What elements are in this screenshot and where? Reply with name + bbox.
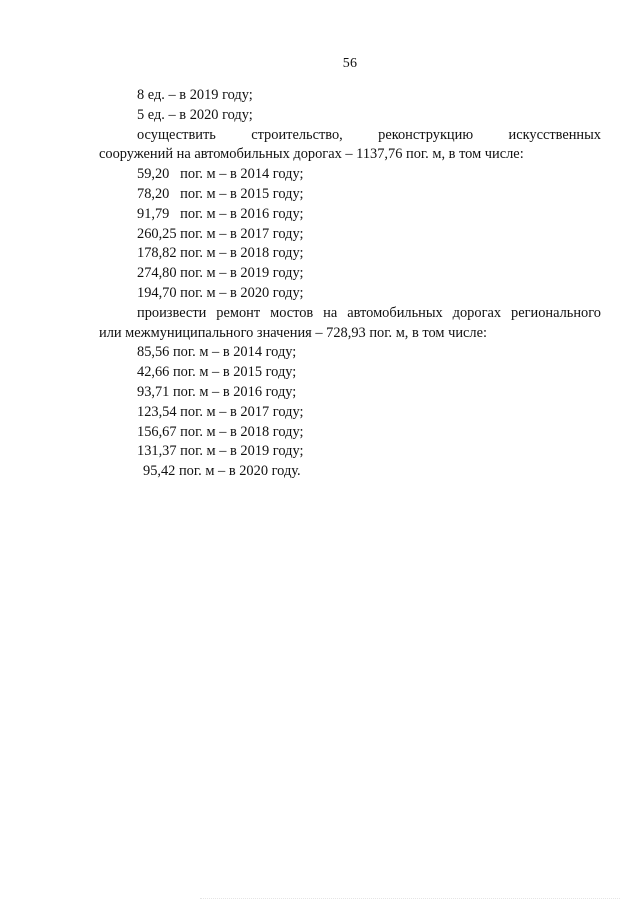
list-item: 95,42 пог. м – в 2020 году. [143,463,301,480]
paragraph-line: или межмуниципального значения – 728,93 пог. м, в том числе: [99,324,488,341]
list-item: 194,70 пог. м – в 2020 году; [137,284,304,301]
list-item: 274,80 пог. м – в 2019 году; [137,265,304,282]
list-item: 78,20 пог. м – в 2015 году; [137,185,304,202]
list-item: 260,25 пог. м – в 2017 году; [137,225,304,242]
list-item: 93,71 пог. м – в 2016 году; [137,383,297,400]
list-item: 178,82 пог. м – в 2018 году; [137,245,304,262]
scan-artifact-line [200,896,620,899]
list-item: 156,67 пог. м – в 2018 году; [137,423,304,440]
list-item: 91,79 пог. м – в 2016 году; [137,205,304,222]
text-line: 8 ед. – в 2019 году; [137,87,253,103]
list-item: 59,20 пог. м – в 2014 году; [137,166,304,183]
list-item: 123,54 пог. м – в 2017 году; [137,403,304,420]
page-number: 56 [342,56,358,71]
text-line: 5 ед. – в 2020 году; [137,106,253,123]
list-item: 85,56 пог. м – в 2014 году; [137,344,297,361]
list-item: 42,66 пог. м – в 2015 году; [137,364,297,381]
document-body [99,86,601,482]
list-item: 131,37 пог. м – в 2019 году; [137,443,304,460]
paragraph-line: произвести ремонт мостов на автомобильных дорогах регионального [137,304,601,321]
paragraph-line: сооружений на автомобильных дорогах – 1137,76 пог. м, в том числе: [99,146,524,163]
paragraph-line: осуществить строительство, реконструкцию искусственных [137,126,601,143]
